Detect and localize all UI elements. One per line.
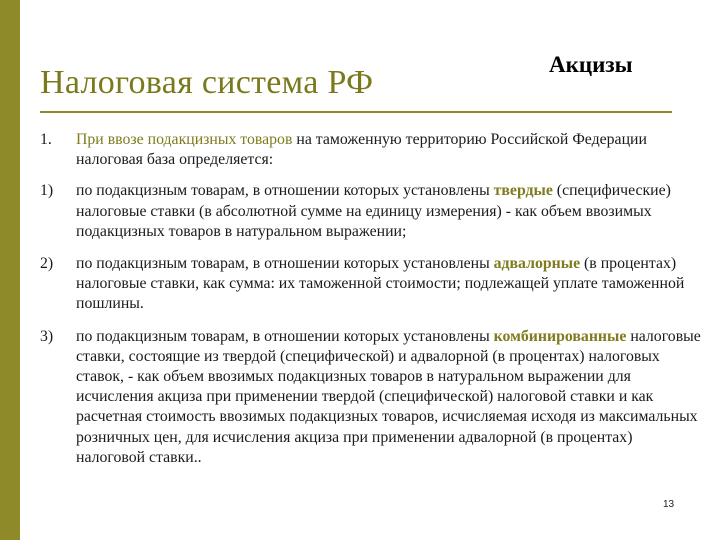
text-before: по подакцизным товарам, в отношении которых установлены <box>76 182 494 200</box>
list-item-text <box>76 254 705 315</box>
highlight-text: При ввозе подакцизных товаров <box>76 131 293 148</box>
text-after: (в процентах) налоговые ставки, как сумма: их таможенной стоимости; подлежащей уплате таможенной пошлины. <box>76 255 685 313</box>
list-item <box>40 254 705 315</box>
text-after: (специфические) налоговые ставки (в абсолютной сумме на единицу измерения) - как объем ввозимых подакцизных товаров в натуральном выражении; <box>76 182 671 240</box>
highlight-text: твердые <box>493 182 553 200</box>
highlight-text: адвалорные <box>493 255 581 273</box>
slide-content <box>40 130 705 468</box>
text-after: налоговые ставки, состоящие из твердой (специфической) и адвалорной (в процентах) налоговых ставок, - как объем ввозимых подакцизных товаров в натуральном выражении для исчисления акциза при применении твердой (специфической) налоговой ставки и как расчетная стоимость ввозимых подакцизных товаров, исчисляемая исходя из максимальных розничных цен, для исчисления акциза при применении адвалорной (в процентах) налоговой ставки.. <box>76 327 701 466</box>
page-number: 13 <box>663 499 675 510</box>
text-before: по подакцизным товарам, в отношении которых установлены <box>76 255 494 273</box>
text-after: на таможенную территорию Российской Федерации налоговая база определяется: <box>76 131 647 169</box>
list-item-text <box>76 130 705 170</box>
list-marker: 3) <box>40 327 54 345</box>
highlight-text: комбинированные <box>493 327 627 345</box>
list-marker: 2) <box>40 255 54 273</box>
slide-subtitle: Акцизы <box>549 52 633 77</box>
list-item <box>40 181 705 242</box>
list-item <box>40 327 705 468</box>
list-item-text <box>76 181 705 242</box>
text-before: по подакцизным товарам, в отношении которых установлены <box>76 327 494 345</box>
slide-title: Налоговая система РФ <box>40 64 374 101</box>
list-item <box>40 130 705 170</box>
sidebar-accent-bar <box>0 0 20 540</box>
title-divider <box>40 111 672 113</box>
list-marker: 1. <box>40 131 52 148</box>
list-item-text <box>76 327 705 468</box>
list-marker: 1) <box>40 182 54 200</box>
